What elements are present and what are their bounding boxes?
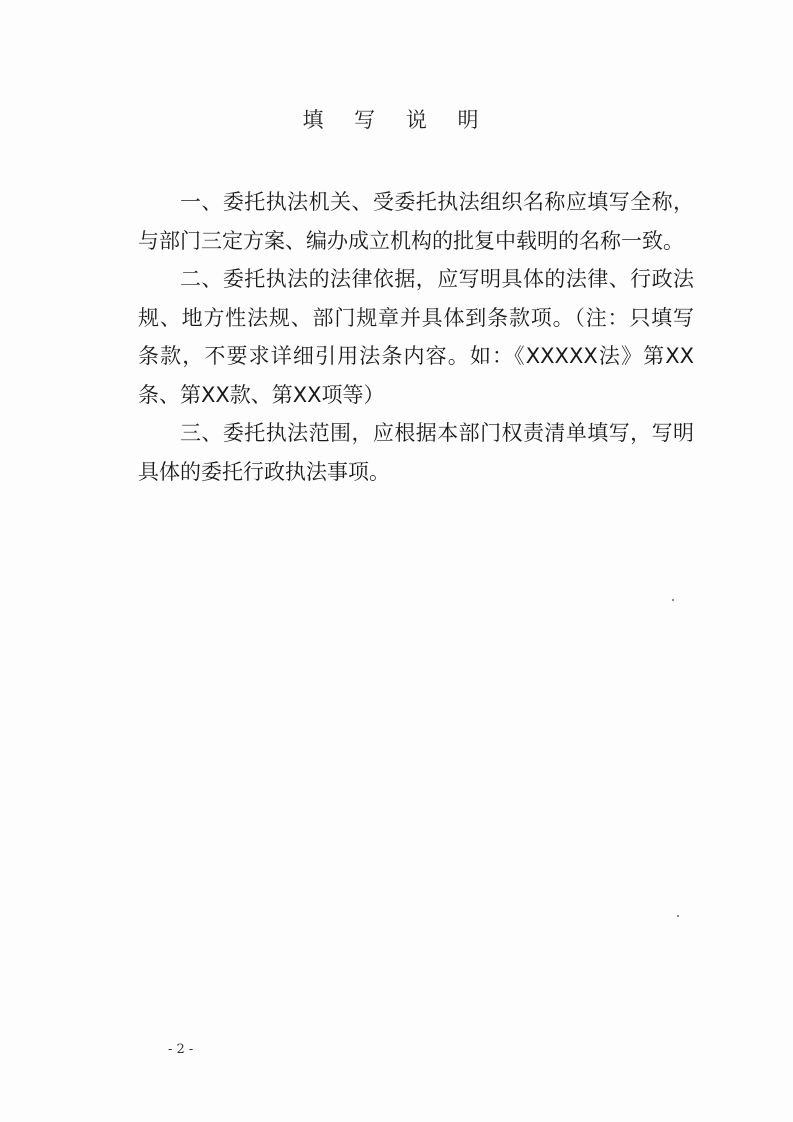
paragraph-1: 一、委托执法机关、受委托执法组织名称应填写全称，与部门三定方案、编办成立机构的批复中载明的名称一致。 [138,190,694,253]
paragraph-2: 二、委托执法的法律依据，应写明具体的法律、行政法规、地方性法规、部门规章并具体到条款项。（注：只填写条款，不要求详细引用法条内容。如：《XXXXX法》第XX条、第XX款、第XX项等） [138,267,694,407]
document-body [138,183,694,491]
paragraph-3: 三、委托执法范围，应根据本部门权责清单填写，写明具体的委托行政执法事项。 [138,421,694,484]
scan-speck [672,599,674,601]
page-number: - 2 - [168,1042,194,1057]
document-title: 填 写 说 明 [302,108,491,132]
scan-speck [677,915,679,917]
